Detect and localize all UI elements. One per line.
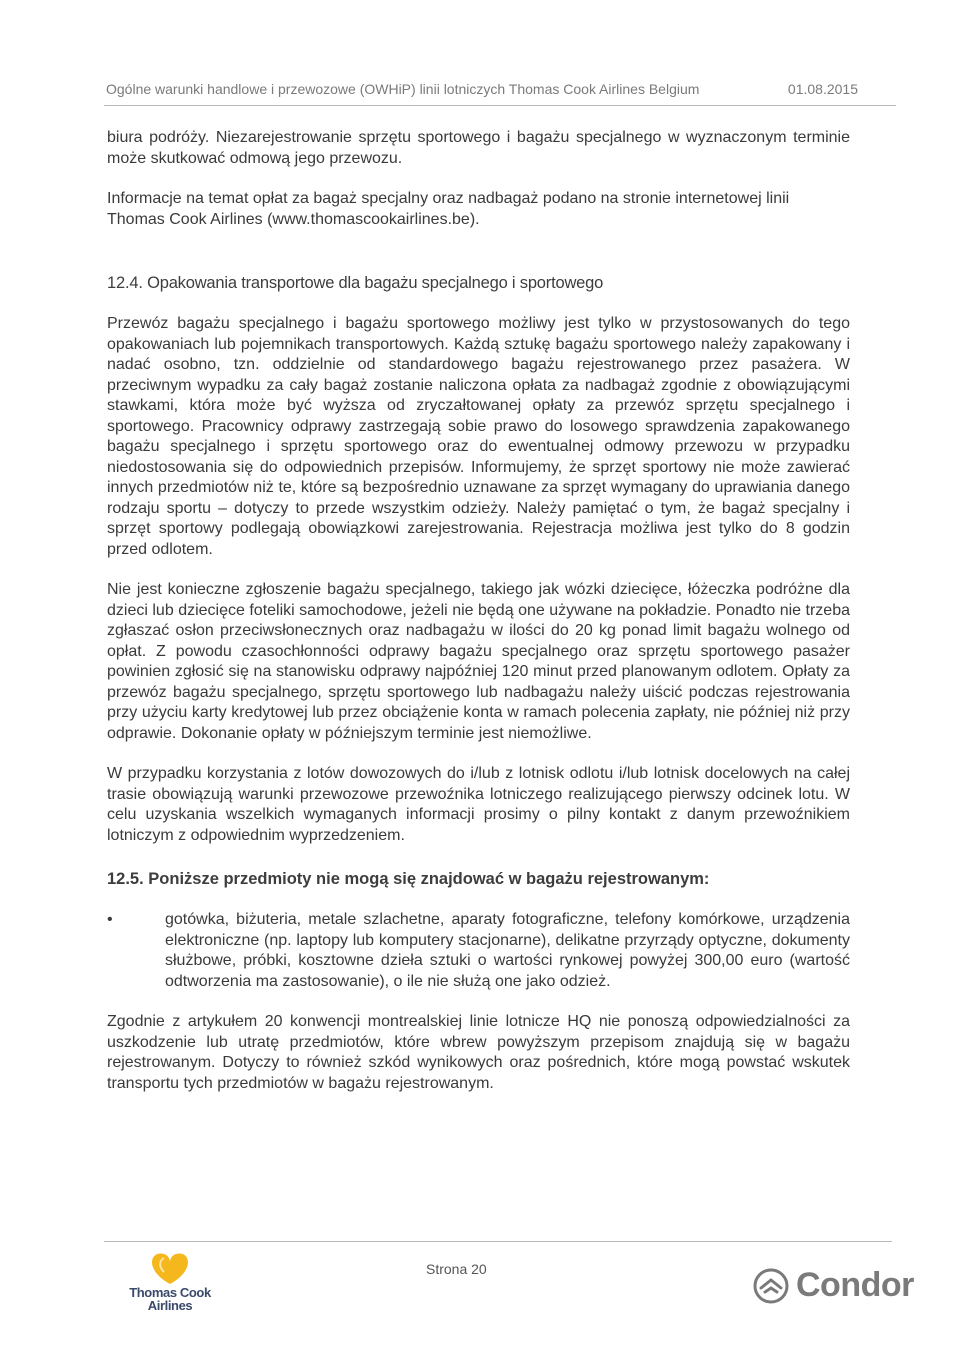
paragraph-connecting-flights: W przypadku korzystania z lotów dowozowych do i/lub z lotnisk odlotu i/lub lotnisk docelowych na całej trasie obowiązują warunki przewozowe przewoźnika lotniczego realizującego pierwszy odcinek lotu. W celu uzyskania wszelkich wymaganych informacji prosimy o pilny kontakt z danym przewoźnikiem lotniczym z odpowiednim wyprzedzeniem.: [107, 765, 850, 844]
header-divider: [104, 105, 896, 106]
paragraph-continuation: biura podróży. Niezarejestrowanie sprzętu sportowego i bagażu specjalnego w wyznaczonym terminie może skutkować odmową jego przewozu.: [107, 129, 850, 167]
paragraph-no-registration: Nie jest konieczne zgłoszenie bagażu specjalnego, takiego jak wózki dziecięce, łóżeczka podróżne dla dzieci lub dziecięce foteliki samochodowe, jeżeli nie będą one używane na pokładzie. Ponadto nie trzeba zgłaszać osłon przeciwsłonecznych oraz nadbagażu w ilości do 20 kg ponad limit bagażu wolnego od opłat. Z powodu czasochłonności odprawy bagażu specjalnego oraz sprzętu sportowego pasażer powinien zgłosić się na stanowisku odprawy najpóźniej 120 minut przed planowanym odlotem. Opłaty za przewóz bagażu specjalnego, sprzętu sportowego lub nadbagażu należy uiścić podczas rejestrowania przy użyciu karty kredytowej lub przez obciążenie konta w ramach polecenia zapłaty, nie później niż przy odprawie. Dokonanie opłaty w późniejszym terminie jest niemożliwe.: [107, 581, 850, 742]
condor-logo-text: Condor: [796, 1266, 914, 1304]
thomas-cook-airlines-logo: Thomas Cook Airlines: [129, 1285, 211, 1313]
footer-divider: [104, 1241, 892, 1242]
page-number: Strona 20: [426, 1261, 487, 1277]
paragraph-fees-info: Informacje na temat opłat za bagaż specjalny oraz nadbagaż podano na stronie internetowej linii Thomas Cook Airlines (www.thomascookairlines.be).: [107, 190, 790, 228]
header-title: Ogólne warunki handlowe i przewozowe (OWHiP) linii lotniczych Thomas Cook Airlines Belgium: [106, 81, 700, 97]
header-date: 01.08.2015: [787, 81, 858, 97]
section-heading-12-5: 12.5. Poniższe przedmioty nie mogą się znajdować w bagażu rejestrowanym:: [107, 870, 710, 888]
bullet-icon: •: [107, 911, 113, 928]
paragraph-liability: Zgodnie z artykułem 20 konwencji montrealskiej linie lotnicze HQ nie ponoszą odpowiedzialności za uszkodzenie lub utratę przedmiotów, które wbrew powyższym przepisom znajdują się w bagażu rejestrowanym. Dotyczy to również szkód wynikowych oraz pośrednich, które mogą powstać wskutek transportu tych przedmiotów w bagażu rejestrowanym.: [107, 1013, 850, 1092]
section-heading-12-4: 12.4. Opakowania transportowe dla bagażu specjalnego i sportowego: [107, 274, 604, 292]
list-item-text: gotówka, biżuteria, metale szlachetne, aparaty fotograficzne, telefony komórkowe, urządzenia elektroniczne (np. laptopy lub komputery stacjonarne), delikatne przyrządy optyczne, dokumenty służbowe, próbki, kosztowne dzieła sztuki o wartości rynkowej powyżej 300,00 euro (wartość odtworzenia ma zastosowanie), o ile nie służą one jako odzież.: [165, 911, 850, 990]
page-header: [106, 81, 858, 101]
list-item: [107, 910, 850, 992]
document-body: [107, 128, 850, 1094]
paragraph-packaging: Przewóz bagażu specjalnego i bagażu sportowego możliwy jest tylko w przystosowanych do tego opakowaniach lub pojemnikach transportowych. Każdą sztukę bagażu sportowego należy zapakowany i nadać osobno, tzn. oddzielnie od standardowego bagażu rejestrowanego przez pasażera. W przeciwnym wypadku za cały bagaż zostanie naliczona opłata za nadbagaż zgodnie z obowiązującymi stawkami, która może być wyższa od zryczałtowanej opłaty za przewóz sprzętu specjalnego i sportowego. Pracownicy odprawy zastrzegają sobie prawo do losowego sprawdzenia zapakowanego bagażu specjalnego i sprzętu sportowego oraz do ewentualnej odmowy przewozu w przypadku niedostosowania się do odpowiednich przepisów. Informujemy, że sprzęt sportowy nie może zawierać innych przedmiotów niż te, które są bezpośrednio uznawane za sprzęt wymagany do uprawiania danego rodzaju sportu – dotyczy to przede wszystkim odzieży. Należy pamiętać o tym, że bagaż specjalny i sprzęt sportowy podlegają obowiązkowi zarejestrowania. Rejestracja możliwa jest tylko do 8 godzin przed odlotem.: [107, 315, 850, 558]
